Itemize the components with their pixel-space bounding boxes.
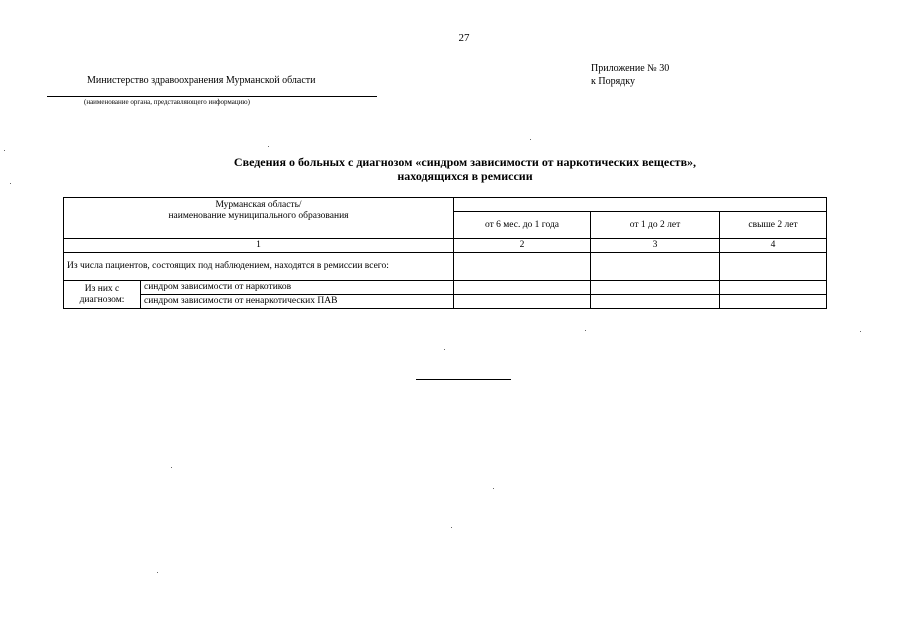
scan-speck xyxy=(585,330,586,331)
row-narcotics-value-2[interactable] xyxy=(591,281,720,295)
row-total-value-3[interactable] xyxy=(720,253,827,281)
column-number-2: 2 xyxy=(454,239,591,253)
table-row xyxy=(64,295,827,309)
page-number: 27 xyxy=(458,32,470,44)
ministry-caption: (наименование органа, представляющего информацию) xyxy=(84,98,250,106)
appendix-reference xyxy=(591,62,669,88)
row-total-value-1[interactable] xyxy=(454,253,591,281)
header-region-line-2: наименование муниципального образования xyxy=(168,211,349,221)
title-line-1: Сведения о больных с диагнозом «синдром зависимости от наркотических веществ», xyxy=(233,155,697,169)
remission-table xyxy=(63,197,827,309)
group-label-line-1: Из них с xyxy=(84,283,120,294)
column-number-4: 4 xyxy=(720,239,827,253)
row-pav-value-1[interactable] xyxy=(454,295,591,309)
header-region-line-1: Мурманская область/ xyxy=(215,200,302,210)
table-row xyxy=(64,253,827,281)
scan-speck xyxy=(860,331,861,332)
row-narcotics-value-3[interactable] xyxy=(720,281,827,295)
row-pav-label: синдром зависимости от ненаркотических ПАВ xyxy=(141,295,454,309)
table-numbering-row xyxy=(64,239,827,253)
title-line-2: находящихся в ремиссии xyxy=(397,169,533,183)
column-number-3: 3 xyxy=(591,239,720,253)
row-narcotics-label: синдром зависимости от наркотиков xyxy=(141,281,454,295)
appendix-line-1: Приложение № 30 xyxy=(591,63,670,74)
header-period-blank-cell xyxy=(454,198,827,212)
group-label-cell xyxy=(64,281,141,309)
row-pav-value-3[interactable] xyxy=(720,295,827,309)
ministry-underline xyxy=(47,96,377,97)
scan-speck xyxy=(157,572,158,573)
header-region-cell xyxy=(64,198,454,239)
scan-speck xyxy=(451,527,452,528)
row-total-label: Из числа пациентов, состоящих под наблюдением, находятся в ремиссии всего: xyxy=(64,253,454,281)
column-number-1: 1 xyxy=(64,239,454,253)
appendix-line-2: к Порядку xyxy=(591,76,635,87)
scan-speck xyxy=(530,139,531,140)
scan-speck xyxy=(171,467,172,468)
group-label-line-2: диагнозом: xyxy=(79,294,125,305)
scan-speck xyxy=(268,146,269,147)
header-col-over-2y: свыше 2 лет xyxy=(720,212,827,239)
scan-speck xyxy=(10,183,11,184)
scan-speck xyxy=(444,349,445,350)
row-pav-value-2[interactable] xyxy=(591,295,720,309)
row-narcotics-value-1[interactable] xyxy=(454,281,591,295)
ministry-name: Министерство здравоохранения Мурманской области xyxy=(87,75,316,86)
row-total-value-2[interactable] xyxy=(591,253,720,281)
document-title xyxy=(0,155,905,183)
header-col-1y-2y: от 1 до 2 лет xyxy=(591,212,720,239)
scan-speck xyxy=(4,150,5,151)
scan-speck xyxy=(493,488,494,489)
table-header-row xyxy=(64,198,827,212)
table-row xyxy=(64,281,827,295)
header-col-6m-1y: от 6 мес. до 1 года xyxy=(454,212,591,239)
end-separator-line xyxy=(416,379,511,380)
